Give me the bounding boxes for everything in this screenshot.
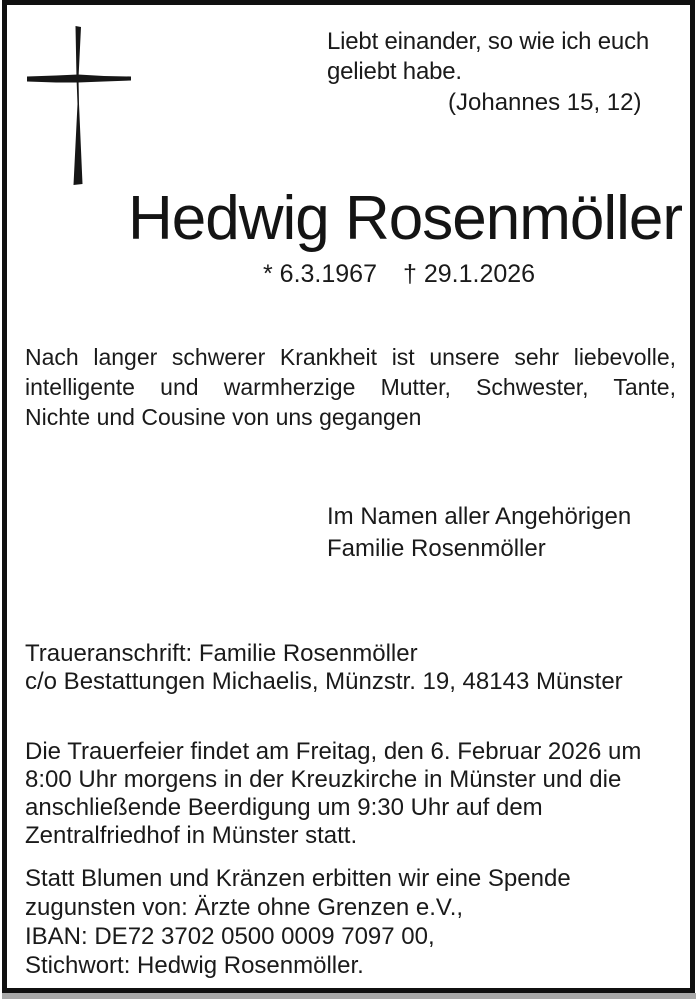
quote-line: Liebt einander, so wie ich euch	[327, 28, 650, 55]
quote-attribution: (Johannes 15, 12)	[448, 89, 642, 116]
obituary-line: Nichte und Cousine von uns gegangen	[25, 404, 422, 430]
donation-line: Stichwort: Hedwig Rosenmöller.	[25, 952, 364, 979]
donation-line: zugunsten von: Ärzte ohne Grenzen e.V.,	[25, 894, 464, 921]
obituary-line: intelligente und warmherzige Mutter, Schwester, Tante,	[25, 374, 676, 400]
quote-line: geliebt habe.	[327, 58, 462, 85]
service-line: 8:00 Uhr morgens in der Kreuzkirche in Münster und die	[25, 766, 622, 793]
signature-line: Familie Rosenmöller	[327, 535, 546, 562]
obituary-line: Nach langer schwerer Krankheit ist unsere sehr liebevolle,	[25, 344, 676, 370]
deceased-name: Hedwig Rosenmöller	[128, 184, 683, 253]
scan-shadow	[2, 993, 696, 999]
signature-block	[327, 501, 631, 565]
service-line: anschließende Beerdigung um 9:30 Uhr auf dem	[25, 794, 543, 821]
service-details	[25, 738, 641, 850]
mourning-address	[25, 640, 623, 696]
birth-date: * 6.3.1967	[263, 260, 377, 288]
address-line: c/o Bestattungen Michaelis, Münzstr. 19, 48143 Münster	[25, 668, 623, 695]
signature-line: Im Namen aller Angehörigen	[327, 503, 632, 530]
death-date: † 29.1.2026	[403, 260, 536, 288]
obituary-text	[25, 342, 676, 432]
donation-request	[25, 864, 571, 980]
service-line: Die Trauerfeier findet am Freitag, den 6. Februar 2026 um	[25, 738, 642, 765]
address-line: Traueranschrift: Familie Rosenmöller	[25, 640, 418, 667]
latin-cross-icon	[26, 26, 132, 188]
quote-block	[327, 27, 649, 87]
donation-line: IBAN: DE72 3702 0500 0009 7097 00,	[25, 923, 435, 950]
service-line: Zentralfriedhof in Münster statt.	[25, 822, 358, 849]
life-dates	[263, 259, 535, 289]
donation-line: Statt Blumen und Kränzen erbitten wir eine Spende	[25, 865, 571, 892]
